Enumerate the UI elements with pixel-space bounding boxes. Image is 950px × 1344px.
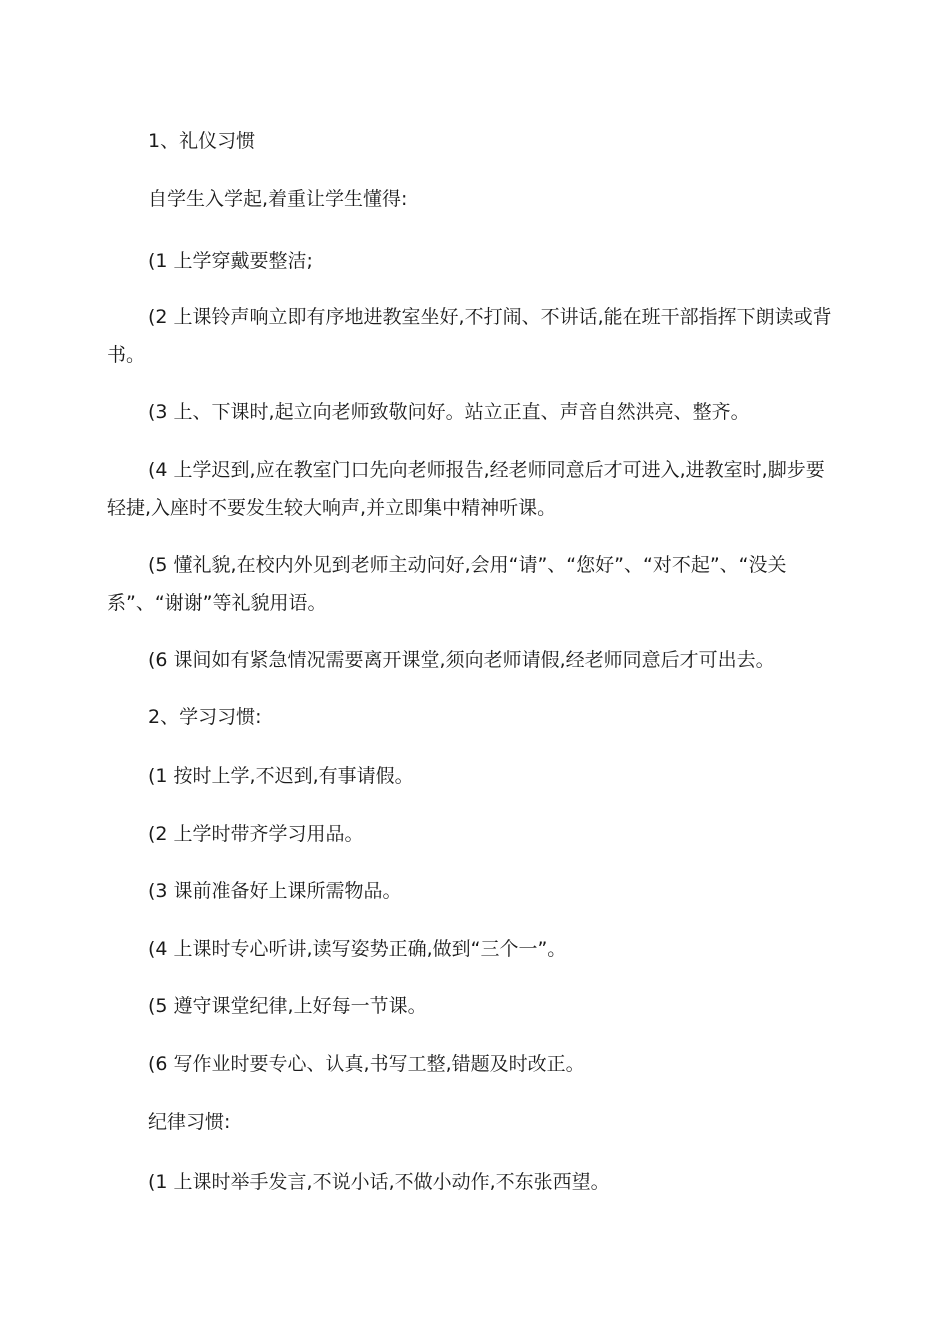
list-item-study-5: (5 遵守课堂纪律,上好每一节课。 (148, 995, 427, 1017)
list-item-etiquette-1: (1 上学穿戴要整洁; (148, 250, 313, 272)
paragraph-intro: 自学生入学起,着重让学生懂得: (148, 188, 408, 210)
list-item-study-2: (2 上学时带齐学习用品。 (148, 823, 364, 845)
list-item-study-1: (1 按时上学,不迟到,有事请假。 (148, 765, 414, 787)
list-item-study-4: (4 上课时专心听讲,读写姿势正确,做到“三个一”。 (148, 938, 567, 960)
section-heading-study: 2、学习习惯: (148, 706, 262, 728)
section-heading-discipline: 纪律习惯: (148, 1111, 231, 1133)
list-item-etiquette-6: (6 课间如有紧急情况需要离开课堂,须向老师请假,经老师同意后才可出去。 (148, 649, 775, 671)
list-item-etiquette-3: (3 上、下课时,起立向老师致敬问好。站立正直、声音自然洪亮、整齐。 (148, 401, 750, 423)
list-item-discipline-1: (1 上课时举手发言,不说小话,不做小动作,不东张西望。 (148, 1171, 610, 1193)
list-item-etiquette-2: (2 上课铃声响立即有序地进教室坐好,不打闹、不讲话,能在班干部指挥下朗读或背书。 (107, 306, 832, 366)
list-item-study-3: (3 课前准备好上课所需物品。 (148, 880, 402, 902)
list-item-etiquette-5: (5 懂礼貌,在校内外见到老师主动问好,会用“请”、“您好”、“对不起”、“没关系”、“谢谢”等礼貌用语。 (107, 554, 787, 614)
list-item-etiquette-4: (4 上学迟到,应在教室门口先向老师报告,经老师同意后才可进入,进教室时,脚步要轻捷,入座时不要发生较大响声,并立即集中精神听课。 (107, 459, 825, 519)
section-heading-etiquette: 1、礼仪习惯 (148, 130, 256, 152)
list-item-study-6: (6 写作业时要专心、认真,书写工整,错题及时改正。 (148, 1053, 585, 1075)
